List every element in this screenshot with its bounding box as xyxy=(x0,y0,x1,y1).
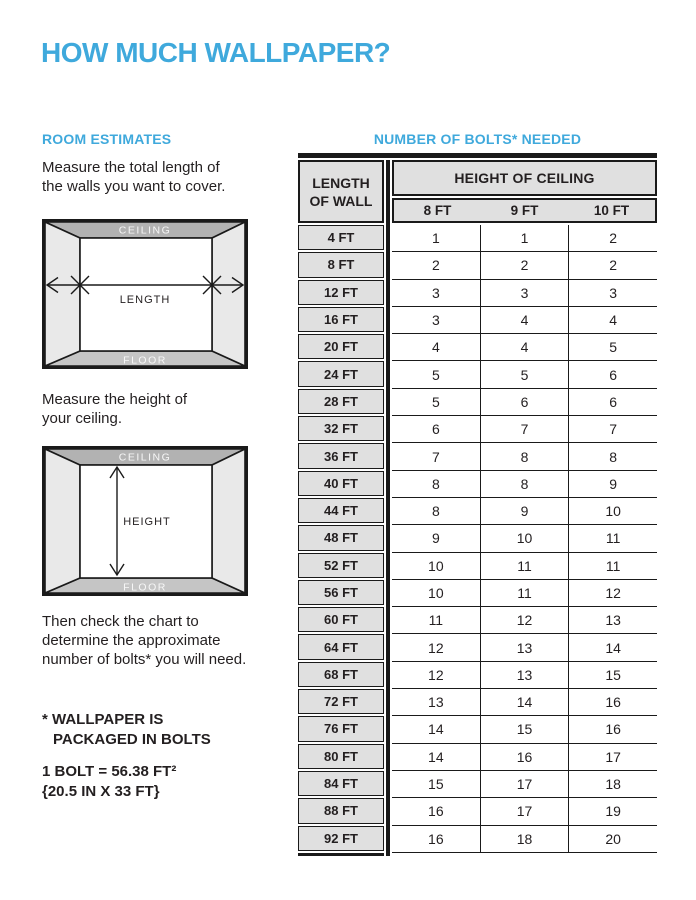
ceiling-height-column-headers xyxy=(392,198,657,223)
row-label: 40 FT xyxy=(298,471,384,496)
value-cell: 19 xyxy=(605,803,621,820)
table-row xyxy=(392,826,657,853)
value-cell: 3 xyxy=(481,280,570,306)
value-cell: 10 xyxy=(481,525,570,551)
instruction-height-line1: Measure the height of xyxy=(42,391,188,408)
value-cell: 16 xyxy=(392,798,481,824)
value-cell: 7 xyxy=(481,416,570,442)
row-label: 4 FT xyxy=(298,225,384,250)
table-row xyxy=(392,580,657,607)
wallpaper-bolts-note-line2: PACKAGED IN BOLTS xyxy=(53,731,211,748)
height-of-ceiling-header: HEIGHT OF CEILING xyxy=(392,160,657,196)
value-cell: 9 xyxy=(392,525,481,551)
value-cell: 3 xyxy=(392,280,481,306)
value-cell: 13 xyxy=(481,662,570,688)
value-cell: 8 xyxy=(481,471,570,497)
length-label: LENGTH xyxy=(119,294,171,306)
right-wall-panel xyxy=(212,222,245,366)
value-cell: 6 xyxy=(609,366,618,383)
bolt-spec xyxy=(42,762,176,802)
wallpaper-bolts-note-line1: * WALLPAPER IS xyxy=(42,711,164,728)
row-label: 16 FT xyxy=(298,307,384,332)
corner-header-cell xyxy=(298,160,384,223)
wallpaper-bolts-note xyxy=(42,710,211,750)
value-cell: 1 xyxy=(481,225,570,251)
value-cell: 16 xyxy=(392,826,481,852)
value-cell: 11 xyxy=(605,530,621,547)
table-data-area xyxy=(392,160,657,856)
value-cell: 14 xyxy=(481,689,570,715)
instruction-length xyxy=(42,158,225,196)
table-row xyxy=(392,716,657,743)
table-row xyxy=(392,634,657,661)
value-cell: 20 xyxy=(605,830,621,847)
bolts-needed-heading: NUMBER OF BOLTS* NEEDED xyxy=(373,131,582,147)
value-cell: 5 xyxy=(392,361,481,387)
value-cell: 12 xyxy=(392,662,481,688)
table-vertical-divider xyxy=(386,160,390,856)
row-label: 8 FT xyxy=(298,252,384,277)
table-row xyxy=(392,389,657,416)
table-row xyxy=(392,252,657,279)
instruction-height-line2: your ceiling. xyxy=(42,410,123,427)
value-cell: 6 xyxy=(481,389,570,415)
value-cell: 10 xyxy=(392,580,481,606)
value-cell: 12 xyxy=(392,634,481,660)
row-label: 36 FT xyxy=(298,443,384,468)
column-header-9ft: 9 FT xyxy=(510,203,539,218)
row-label: 92 FT xyxy=(298,826,384,851)
instruction-chart-line2: determine the approximate xyxy=(42,632,221,649)
ceiling-label: CEILING xyxy=(118,224,172,237)
table-row xyxy=(392,334,657,361)
value-cell: 8 xyxy=(392,498,481,524)
table-row xyxy=(392,744,657,771)
value-cell: 17 xyxy=(605,748,621,765)
height-label: HEIGHT xyxy=(123,516,171,528)
length-of-wall-column xyxy=(298,160,384,856)
value-cell: 7 xyxy=(392,443,481,469)
row-label: 52 FT xyxy=(298,553,384,578)
instruction-height xyxy=(42,390,187,428)
value-cell: 5 xyxy=(392,389,481,415)
table-row xyxy=(392,553,657,580)
value-cell: 13 xyxy=(605,612,621,629)
row-label: 80 FT xyxy=(298,744,384,769)
value-cell: 12 xyxy=(481,607,570,633)
row-label: 72 FT xyxy=(298,689,384,714)
left-wall-panel xyxy=(45,449,80,593)
row-label: 76 FT xyxy=(298,716,384,741)
value-cell: 16 xyxy=(605,721,621,738)
value-cell: 2 xyxy=(481,252,570,278)
page-title: HOW MUCH WALLPAPER? xyxy=(41,37,391,68)
value-cell: 5 xyxy=(609,339,618,356)
table-row xyxy=(392,607,657,634)
value-cell: 4 xyxy=(481,307,570,333)
value-cell: 4 xyxy=(609,312,618,329)
value-cell: 13 xyxy=(392,689,481,715)
value-cell: 8 xyxy=(481,443,570,469)
value-cell: 11 xyxy=(392,607,481,633)
value-cell: 9 xyxy=(481,498,570,524)
row-label: 12 FT xyxy=(298,280,384,305)
ceiling-label: CEILING xyxy=(118,451,172,464)
table-row xyxy=(392,361,657,388)
row-label: 88 FT xyxy=(298,798,384,823)
room-height-svg xyxy=(42,446,248,596)
value-cell: 16 xyxy=(481,744,570,770)
table-row xyxy=(392,280,657,307)
value-cell: 3 xyxy=(609,284,618,301)
value-cell: 10 xyxy=(605,503,621,520)
table-row xyxy=(392,471,657,498)
value-cell: 9 xyxy=(609,475,618,492)
row-label: 44 FT xyxy=(298,498,384,523)
table-row xyxy=(392,689,657,716)
room-estimates-heading: ROOM ESTIMATES xyxy=(42,131,172,147)
value-cell: 8 xyxy=(609,448,618,465)
value-cell: 5 xyxy=(481,361,570,387)
bolt-spec-line2: {20.5 IN X 33 FT} xyxy=(42,783,160,800)
bolt-spec-line1: 1 BOLT = 56.38 FT² xyxy=(42,763,177,780)
column-header-8ft: 8 FT xyxy=(423,203,452,218)
value-cell: 11 xyxy=(481,580,570,606)
floor-label: FLOOR xyxy=(123,354,167,367)
value-cell: 10 xyxy=(392,553,481,579)
value-cell: 4 xyxy=(392,334,481,360)
table-row xyxy=(392,443,657,470)
table-row xyxy=(392,525,657,552)
value-cell: 16 xyxy=(605,694,621,711)
value-cell: 2 xyxy=(609,257,618,274)
row-label: 64 FT xyxy=(298,634,384,659)
value-cell: 15 xyxy=(392,771,481,797)
instruction-length-line2: the walls you want to cover. xyxy=(42,178,226,195)
instruction-chart xyxy=(42,612,246,669)
row-label: 28 FT xyxy=(298,389,384,414)
value-cell: 3 xyxy=(392,307,481,333)
value-cell: 2 xyxy=(609,230,618,247)
table-row xyxy=(392,798,657,825)
table-row xyxy=(392,307,657,334)
value-cell: 15 xyxy=(481,716,570,742)
table-row xyxy=(392,498,657,525)
left-wall-panel xyxy=(45,222,80,366)
room-length-diagram xyxy=(42,219,248,369)
value-cell: 14 xyxy=(605,639,621,656)
instruction-length-line1: Measure the total length of xyxy=(42,159,220,176)
row-label: 68 FT xyxy=(298,662,384,687)
corner-header-line1: LENGTH xyxy=(312,174,370,191)
row-label: 20 FT xyxy=(298,334,384,359)
corner-header-line2: OF WALL xyxy=(309,192,373,209)
row-label: 32 FT xyxy=(298,416,384,441)
row-label: 48 FT xyxy=(298,525,384,550)
value-cell: 11 xyxy=(605,557,621,574)
value-cell: 14 xyxy=(392,716,481,742)
row-label: 60 FT xyxy=(298,607,384,632)
column-header-10ft: 10 FT xyxy=(593,203,630,218)
row-label: 84 FT xyxy=(298,771,384,796)
room-length-svg xyxy=(42,219,248,369)
label-column-bottom-border xyxy=(298,853,384,857)
value-cell: 18 xyxy=(481,826,570,852)
table-row xyxy=(392,225,657,252)
value-cell: 15 xyxy=(605,666,621,683)
value-cell: 1 xyxy=(392,225,481,251)
row-label: 56 FT xyxy=(298,580,384,605)
row-label: 24 FT xyxy=(298,361,384,386)
value-cell: 11 xyxy=(481,553,570,579)
value-cell: 8 xyxy=(392,471,481,497)
value-cell: 18 xyxy=(605,776,621,793)
value-cell: 17 xyxy=(481,771,570,797)
floor-label: FLOOR xyxy=(123,581,167,594)
value-cell: 17 xyxy=(481,798,570,824)
instruction-chart-line1: Then check the chart to xyxy=(42,613,199,630)
value-cell: 14 xyxy=(392,744,481,770)
bolts-table xyxy=(298,153,657,856)
value-cell: 6 xyxy=(392,416,481,442)
table-value-rows xyxy=(392,225,657,853)
table-row xyxy=(392,771,657,798)
value-cell: 2 xyxy=(392,252,481,278)
right-wall-panel xyxy=(212,449,245,593)
room-height-diagram xyxy=(42,446,248,596)
table-row xyxy=(392,662,657,689)
value-cell: 4 xyxy=(481,334,570,360)
table-row xyxy=(392,416,657,443)
value-cell: 13 xyxy=(481,634,570,660)
value-cell: 7 xyxy=(609,421,618,438)
value-cell: 12 xyxy=(605,585,621,601)
value-cell: 6 xyxy=(609,393,618,410)
instruction-chart-line3: number of bolts* you will need. xyxy=(42,651,247,668)
